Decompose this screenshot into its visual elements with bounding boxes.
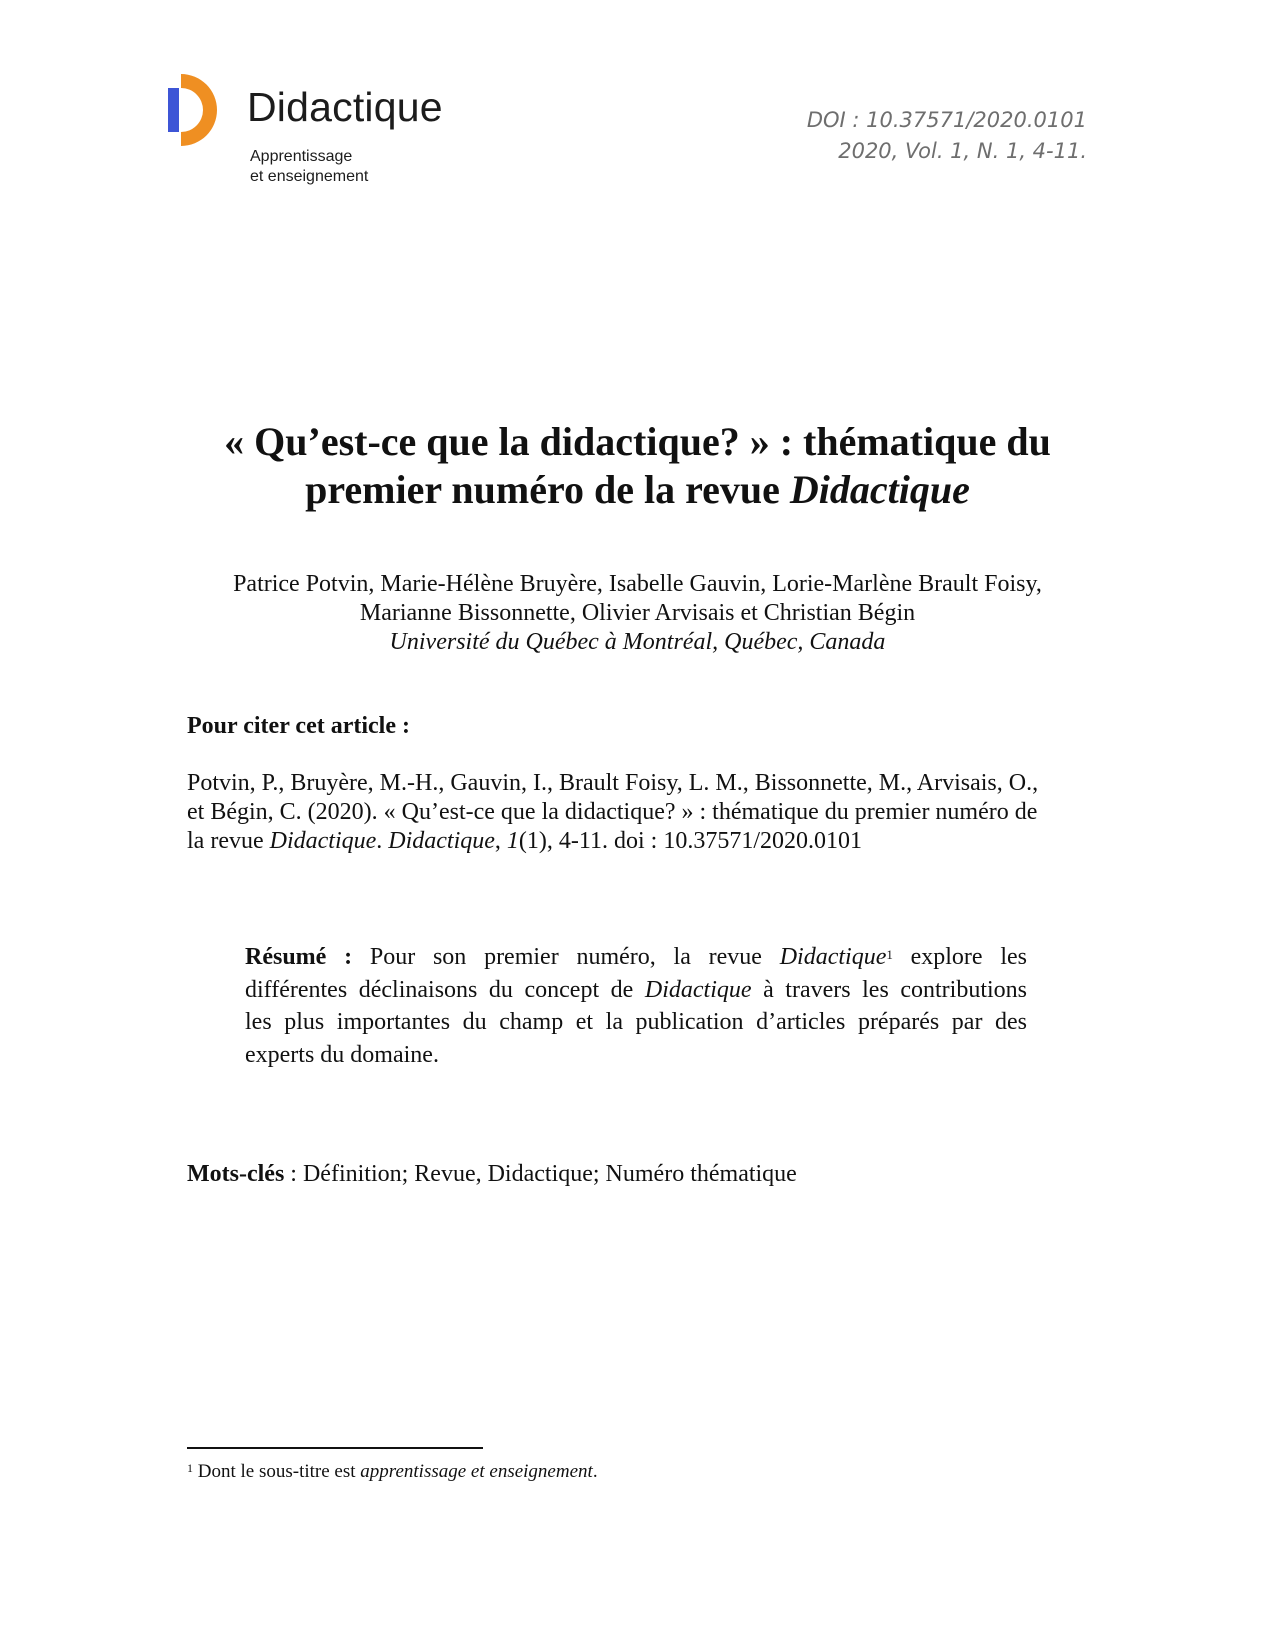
doi-text: DOI : 10.37571/2020.0101 bbox=[806, 108, 1087, 132]
footnote-divider bbox=[187, 1447, 483, 1449]
logo-blue-bar bbox=[168, 88, 179, 132]
title-line-2 bbox=[150, 466, 1125, 514]
abstract-l2-a: différentes déclinaisons du concept de bbox=[245, 976, 645, 1003]
citation-l3-c: . bbox=[376, 828, 389, 854]
logo-orange-arc bbox=[181, 74, 217, 146]
title-line-2-text: premier numéro de la revue bbox=[305, 467, 790, 512]
abstract bbox=[245, 941, 1027, 1071]
citation-text bbox=[187, 769, 1087, 856]
footnote-end: . bbox=[592, 1461, 598, 1482]
abstract-line-3: les plus importantes du champ et la publication d’articles préparés par des bbox=[245, 1009, 1027, 1035]
brand-tagline bbox=[250, 147, 368, 187]
citation-l3-a: la revue bbox=[187, 828, 270, 854]
citation-l3-d: Didactique bbox=[388, 828, 495, 854]
author-block bbox=[150, 570, 1125, 657]
keywords-label: Mots-clés bbox=[187, 1161, 285, 1187]
citation-l3-f: 1 bbox=[506, 828, 519, 854]
authors-line-2: Marianne Bissonnette, Olivier Arvisais et Christian Bégin bbox=[359, 600, 916, 626]
didactique-logo-icon bbox=[168, 74, 220, 146]
citation-l3-b: Didactique bbox=[269, 828, 377, 854]
citation-line-3 bbox=[187, 827, 1087, 856]
abstract-l1-a: Pour son premier numéro, la revue bbox=[352, 944, 780, 970]
abstract-l1-c: explore les bbox=[892, 944, 1028, 970]
keywords-text: : Définition; Revue, Didactique; Numéro thématique bbox=[284, 1161, 797, 1187]
abstract-label: Résumé : bbox=[245, 944, 353, 970]
article-title bbox=[150, 418, 1125, 514]
abstract-l1-b: Didactique bbox=[779, 944, 887, 970]
abstract-l2-c: à travers les contributions bbox=[751, 976, 1028, 1003]
citation-l3-g: (1), 4-11. doi : 10.37571/2020.0101 bbox=[518, 828, 862, 854]
tagline-line-1: Apprentissage bbox=[250, 148, 353, 165]
doi-block bbox=[807, 105, 1087, 167]
citation-line-2: et Bégin, C. (2020). « Qu’est-ce que la didactique? » : thématique du premier numéro de bbox=[187, 799, 1038, 825]
tagline-line-2: et enseignement bbox=[250, 168, 369, 185]
footnote-ref[interactable]: 1 bbox=[886, 947, 893, 962]
keywords bbox=[187, 1161, 797, 1188]
citation-line-1: Potvin, P., Bruyère, M.-H., Gauvin, I., Brault Foisy, L. M., Bissonnette, M., Arvisais, O., bbox=[187, 770, 1039, 796]
abstract-line-4: experts du domaine. bbox=[245, 1041, 439, 1068]
brand-name: Didactique bbox=[247, 84, 443, 130]
footnote-text: Dont le sous-titre est bbox=[193, 1461, 361, 1482]
footnote-marker: 1 bbox=[187, 1461, 193, 1475]
affiliation: Université du Québec à Montréal, Québec, Canada bbox=[389, 629, 886, 655]
citation-heading: Pour citer cet article : bbox=[187, 713, 410, 739]
footnote-italic: apprentissage et enseignement bbox=[360, 1461, 593, 1482]
abstract-line-1 bbox=[245, 941, 1027, 974]
footnote bbox=[187, 1461, 598, 1483]
citation-l3-e: , bbox=[494, 828, 507, 854]
title-journal-name: Didactique bbox=[789, 467, 970, 512]
title-line-1: « Qu’est-ce que la didactique? » : thématique du bbox=[224, 419, 1051, 464]
volume-info: 2020, Vol. 1, N. 1, 4-11. bbox=[838, 139, 1087, 163]
abstract-line-2 bbox=[245, 974, 1027, 1007]
abstract-l2-b: Didactique bbox=[644, 976, 752, 1003]
authors-line-1: Patrice Potvin, Marie-Hélène Bruyère, Isabelle Gauvin, Lorie-Marlène Brault Foisy, bbox=[233, 571, 1042, 597]
